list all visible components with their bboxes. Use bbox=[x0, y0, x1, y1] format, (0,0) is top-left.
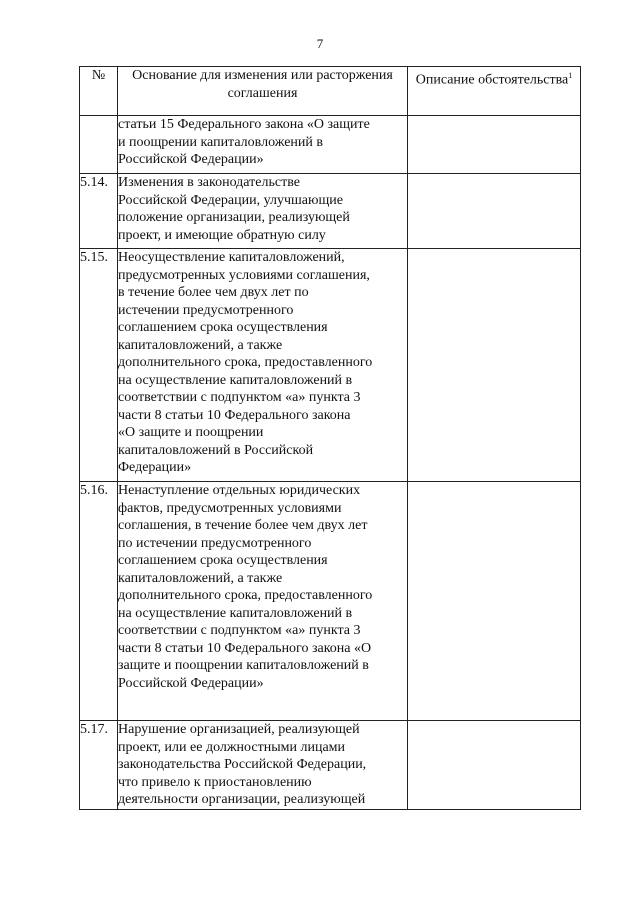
row-description bbox=[408, 482, 581, 721]
row-basis bbox=[118, 174, 408, 249]
basis-text-line: по истечении предусмотренного bbox=[118, 535, 312, 551]
row-basis bbox=[118, 482, 408, 721]
basis-text-line: дополнительного срока, предоставленного bbox=[118, 588, 373, 603]
page-number: 7 bbox=[316, 36, 324, 51]
table-row bbox=[80, 174, 581, 249]
basis-text-line: соглашения, в течение более чем двух лет bbox=[118, 518, 368, 533]
row-description bbox=[408, 116, 581, 174]
row-number bbox=[80, 116, 118, 174]
basis-text-line: проект, или ее должностными лицами bbox=[118, 739, 346, 755]
basis-text-line: на осуществление капиталовложений в bbox=[118, 372, 353, 388]
header-basis: Основание для изменения или расторжения соглашения bbox=[118, 67, 408, 116]
basis-text-line: предусмотренных условиями соглашения, bbox=[118, 267, 370, 283]
basis-text-line: истечении предусмотренного bbox=[118, 302, 294, 318]
basis-text-line: Российской Федерации» bbox=[118, 152, 264, 167]
row-basis bbox=[118, 116, 408, 174]
row-description bbox=[408, 721, 581, 810]
basis-text-line: и поощрении капиталовложений в bbox=[118, 134, 324, 150]
row-basis bbox=[118, 249, 408, 482]
basis-text-line: Нарушение организацией, реализующей bbox=[118, 722, 360, 737]
basis-text-line: Российской Федерации» bbox=[118, 675, 264, 691]
table-row bbox=[80, 721, 581, 810]
basis-text-line: соответствии с подпунктом «а» пункта 3 bbox=[118, 623, 361, 638]
basis-text-line: защите и поощрении капиталовложений в bbox=[118, 658, 369, 673]
basis-text-line: деятельности организации, реализующей bbox=[118, 792, 366, 807]
basis-text-line: на осуществление капиталовложений в bbox=[118, 605, 353, 621]
row-basis bbox=[118, 721, 408, 810]
basis-text-line: проект, и имеющие обратную силу bbox=[118, 227, 326, 243]
row-description bbox=[408, 249, 581, 482]
row-number: 5.14. bbox=[80, 174, 118, 249]
table-row bbox=[80, 116, 581, 174]
header-description bbox=[408, 67, 581, 116]
row-number: 5.16. bbox=[80, 482, 118, 721]
basis-text-line: соответствии с подпунктом «а» пункта 3 bbox=[118, 390, 361, 405]
table-header-row bbox=[80, 67, 581, 116]
basis-text-line: положение организации, реализующей bbox=[118, 210, 350, 225]
table-row bbox=[80, 249, 581, 482]
basis-text-line: Российской Федерации, улучшающие bbox=[118, 192, 343, 208]
basis-text-line: статьи 15 Федерального закона «О защите bbox=[118, 117, 370, 132]
basis-text-line: фактов, предусмотренных условиями bbox=[118, 500, 342, 516]
basis-text-line: в течение более чем двух лет по bbox=[118, 285, 309, 300]
basis-text-line: капиталовложений, а также bbox=[118, 337, 283, 353]
row-number: 5.15. bbox=[80, 249, 118, 482]
basis-text-line: Ненаступление отдельных юридических bbox=[118, 483, 361, 498]
basis-text-line: что привело к приостановлению bbox=[118, 774, 312, 790]
row-number: 5.17. bbox=[80, 721, 118, 810]
basis-text-line: «О защите и поощрении bbox=[118, 425, 264, 440]
basis-text-line: капиталовложений в Российской bbox=[118, 442, 314, 458]
basis-text-line: соглашением срока осуществления bbox=[118, 553, 328, 568]
basis-text-line: соглашением срока осуществления bbox=[118, 320, 328, 335]
header-number: № bbox=[80, 67, 118, 116]
basis-text-line: Изменения в законодательстве bbox=[118, 175, 300, 190]
basis-text-line: части 8 статьи 10 Федерального закона «О bbox=[118, 640, 372, 656]
basis-text-line: законодательства Российской Федерации, bbox=[118, 757, 367, 772]
row-description bbox=[408, 174, 581, 249]
agreement-grounds-table bbox=[79, 66, 581, 810]
table-row bbox=[80, 482, 581, 721]
basis-text-line: Федерации» bbox=[118, 460, 192, 475]
basis-text-line: дополнительного срока, предоставленного bbox=[118, 355, 373, 370]
header-description-text: Описание обстоятельства bbox=[415, 72, 569, 88]
footnote-marker: 1 bbox=[568, 71, 573, 80]
basis-text-line: части 8 статьи 10 Федерального закона bbox=[118, 407, 351, 423]
basis-text-line: капиталовложений, а также bbox=[118, 570, 283, 586]
basis-text-line: Неосуществление капиталовложений, bbox=[118, 250, 345, 265]
